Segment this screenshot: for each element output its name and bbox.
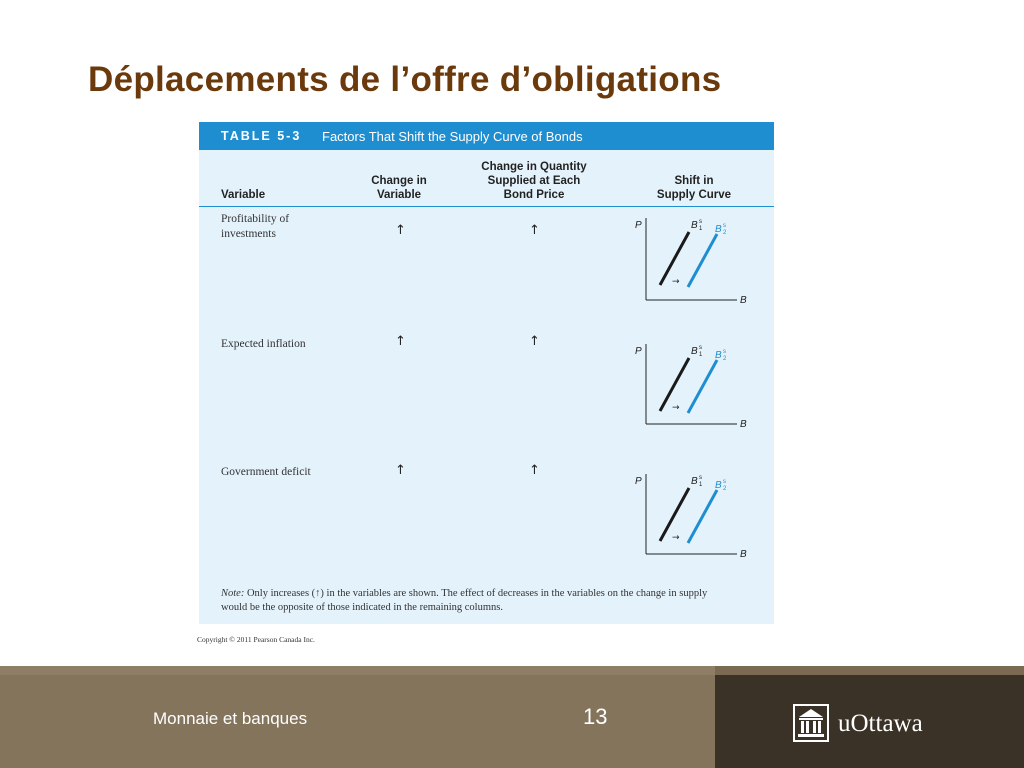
row-label-government-deficit: Government deficit bbox=[221, 466, 311, 478]
curve-2-label: B bbox=[715, 350, 722, 361]
up-arrow-icon: ↑ bbox=[529, 463, 540, 478]
up-arrow-icon: ↑ bbox=[395, 334, 406, 349]
shift-arrow-icon: → bbox=[672, 533, 680, 543]
supply-shift-graph bbox=[629, 338, 774, 433]
axis-label-p: P bbox=[635, 346, 642, 357]
slide-title: Déplacements de l’offre d’obligations bbox=[88, 60, 722, 99]
shift-arrow-icon: → bbox=[672, 403, 680, 413]
column-header-variable: Variable bbox=[221, 189, 266, 201]
axis-label-p: P bbox=[635, 220, 642, 231]
svg-text:2: 2 bbox=[723, 486, 727, 492]
svg-text:2: 2 bbox=[723, 230, 727, 236]
svg-text:1: 1 bbox=[699, 352, 703, 358]
header-divider bbox=[199, 206, 774, 207]
shifted-supply-curve bbox=[688, 490, 717, 543]
slide-page-number: 13 bbox=[583, 704, 608, 729]
curve-2-label: B bbox=[715, 224, 722, 235]
svg-text:1: 1 bbox=[699, 226, 703, 232]
axis-label-b: B bbox=[740, 549, 747, 560]
copyright-text: Copyright © 2011 Pearson Canada Inc. bbox=[197, 635, 315, 644]
svg-text:s: s bbox=[723, 349, 726, 355]
table-caption: Factors That Shift the Supply Curve of Bonds bbox=[322, 129, 583, 144]
footer-left-band bbox=[0, 666, 715, 768]
university-building-icon bbox=[793, 704, 829, 742]
up-arrow-icon: ↑ bbox=[529, 223, 540, 238]
table-header-band bbox=[199, 122, 774, 150]
axis-label-b: B bbox=[740, 419, 747, 430]
svg-text:s: s bbox=[723, 223, 726, 229]
svg-text:s: s bbox=[699, 345, 702, 351]
row-label-profitability: Profitability of investments bbox=[221, 213, 290, 240]
svg-text:s: s bbox=[699, 475, 702, 481]
note-lead: Note: bbox=[221, 588, 245, 599]
footer-left-top-stripe bbox=[0, 666, 715, 675]
footer-course-title: Monnaie et banques bbox=[153, 709, 308, 728]
curve-1-label: B bbox=[691, 220, 698, 231]
up-arrow-icon: ↑ bbox=[395, 463, 406, 478]
svg-text:2: 2 bbox=[723, 356, 727, 362]
uottawa-logo-text: uOttawa bbox=[838, 710, 923, 737]
column-header-shift: Shift in Supply Curve bbox=[656, 175, 732, 201]
up-arrow-icon: ↑ bbox=[529, 334, 540, 349]
shifted-supply-curve bbox=[688, 360, 717, 413]
up-arrow-icon: ↑ bbox=[395, 223, 406, 238]
supply-shift-graph bbox=[629, 212, 774, 307]
axis-label-p: P bbox=[635, 476, 642, 487]
axis-label-b: B bbox=[740, 295, 747, 306]
supply-shift-table bbox=[199, 122, 774, 624]
column-header-change-in-quantity: Change in Quantity Supplied at Each Bond Price bbox=[481, 161, 587, 201]
curve-2-label: B bbox=[715, 480, 722, 491]
curve-1-label: B bbox=[691, 346, 698, 357]
table-label: TABLE 5-3 bbox=[221, 129, 302, 143]
table-note bbox=[221, 587, 761, 615]
row-label-expected-inflation: Expected inflation bbox=[221, 338, 306, 350]
column-header-change-in-variable: Change in Variable bbox=[371, 175, 427, 201]
note-line-2: would be the opposite of those indicated in the remaining columns. bbox=[221, 602, 503, 613]
supply-shift-graph bbox=[629, 468, 774, 563]
shift-arrow-icon: → bbox=[672, 277, 680, 287]
footer-right-band bbox=[715, 666, 1024, 768]
curve-1-label: B bbox=[691, 476, 698, 487]
svg-text:s: s bbox=[723, 479, 726, 485]
note-line-1: Only increases (↑) in the variables are shown. The effect of decreases in the variables on the change in supply bbox=[244, 588, 708, 599]
svg-text:1: 1 bbox=[699, 482, 703, 488]
footer-right-top-stripe bbox=[715, 666, 1024, 675]
shifted-supply-curve bbox=[688, 234, 717, 287]
svg-text:s: s bbox=[699, 219, 702, 225]
